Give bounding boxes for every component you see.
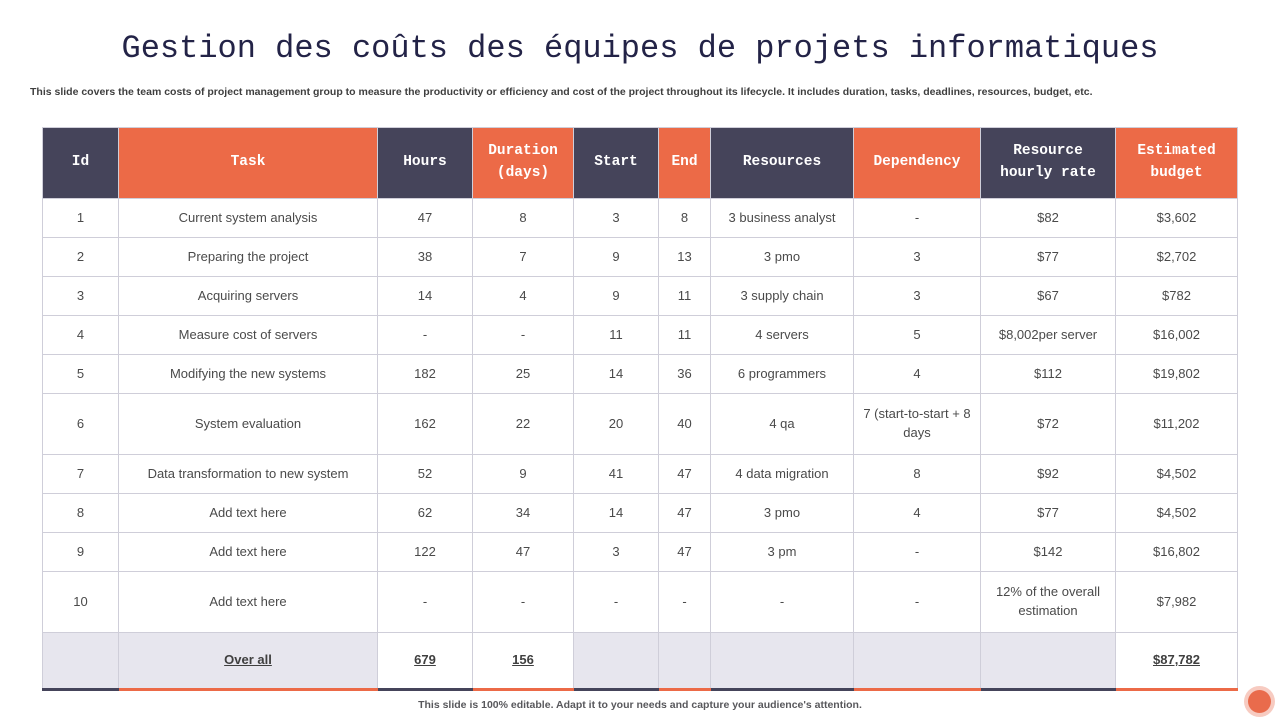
col-header-id: Id — [43, 128, 119, 199]
cell: 8 — [473, 199, 574, 238]
cell: 3 — [43, 277, 119, 316]
cell: 25 — [473, 355, 574, 394]
overall-row — [43, 633, 1238, 690]
cell: 7 — [43, 455, 119, 494]
cell: 47 — [659, 455, 711, 494]
cell: 36 — [659, 355, 711, 394]
cell: 3 — [854, 277, 981, 316]
overall-budget — [1116, 633, 1238, 690]
cell: $72 — [981, 394, 1116, 455]
cell: Measure cost of servers — [119, 316, 378, 355]
cell: Add text here — [119, 572, 378, 633]
col-header-duration: Duration (days) — [473, 128, 574, 199]
cell: 9 — [574, 238, 659, 277]
table-row — [43, 494, 1238, 533]
table-row — [43, 455, 1238, 494]
cell: - — [378, 316, 473, 355]
cell: 14 — [574, 355, 659, 394]
cell: - — [473, 316, 574, 355]
cell: 9 — [473, 455, 574, 494]
cell: 5 — [43, 355, 119, 394]
cell: - — [659, 572, 711, 633]
cell: 5 — [854, 316, 981, 355]
cell: 9 — [574, 277, 659, 316]
page-title: Gestion des coûts des équipes de projets informatiques — [121, 30, 1159, 67]
cell: 3 pmo — [711, 494, 854, 533]
cell: 182 — [378, 355, 473, 394]
cell: 3 — [574, 199, 659, 238]
cell: - — [854, 533, 981, 572]
overall-hours — [378, 633, 473, 690]
table-row — [43, 355, 1238, 394]
overall-duration — [473, 633, 574, 690]
footer-note: This slide is 100% editable. Adapt it to your needs and capture your audience's attention. — [418, 699, 862, 711]
cell: 4 — [854, 355, 981, 394]
cell: - — [378, 572, 473, 633]
cell: 38 — [378, 238, 473, 277]
cell: 10 — [43, 572, 119, 633]
cell: $16,802 — [1116, 533, 1238, 572]
cell: Preparing the project — [119, 238, 378, 277]
cell: 4 — [43, 316, 119, 355]
cell — [43, 633, 119, 690]
cell: System evaluation — [119, 394, 378, 455]
table-row — [43, 394, 1238, 455]
cell: 6 — [43, 394, 119, 455]
cell — [711, 633, 854, 690]
col-header-task: Task — [119, 128, 378, 199]
cell: Add text here — [119, 494, 378, 533]
cell: 40 — [659, 394, 711, 455]
cell — [854, 633, 981, 690]
cell: 14 — [574, 494, 659, 533]
cell: 4 — [473, 277, 574, 316]
cell — [981, 633, 1116, 690]
cell: $4,502 — [1116, 494, 1238, 533]
table-row — [43, 572, 1238, 633]
col-header-resources: Resources — [711, 128, 854, 199]
cell: 13 — [659, 238, 711, 277]
cell: 7 (start-to-start + 8 days — [854, 394, 981, 455]
cell: 22 — [473, 394, 574, 455]
cell: 2 — [43, 238, 119, 277]
cell — [659, 633, 711, 690]
cell: $92 — [981, 455, 1116, 494]
cell: $77 — [981, 238, 1116, 277]
cost-table — [42, 127, 1238, 691]
cell: $142 — [981, 533, 1116, 572]
cell: 8 — [43, 494, 119, 533]
cell: Data transformation to new system — [119, 455, 378, 494]
table-row — [43, 533, 1238, 572]
cell: 20 — [574, 394, 659, 455]
cell: $77 — [981, 494, 1116, 533]
cell: 12% of the overall estimation — [981, 572, 1116, 633]
cell: 11 — [574, 316, 659, 355]
table-row — [43, 316, 1238, 355]
overall-budget-value: $87,782 — [1153, 652, 1200, 668]
cell: - — [574, 572, 659, 633]
cell: 8 — [659, 199, 711, 238]
cell: 4 data migration — [711, 455, 854, 494]
cell: $82 — [981, 199, 1116, 238]
cell: - — [854, 572, 981, 633]
cell: 34 — [473, 494, 574, 533]
overall-duration-value: 156 — [512, 652, 534, 668]
cell: 3 supply chain — [711, 277, 854, 316]
cell: - — [473, 572, 574, 633]
cell: 122 — [378, 533, 473, 572]
cell: 62 — [378, 494, 473, 533]
cell — [574, 633, 659, 690]
cell: - — [711, 572, 854, 633]
cell: 3 business analyst — [711, 199, 854, 238]
cell: 4 servers — [711, 316, 854, 355]
cell: 52 — [378, 455, 473, 494]
cell: 47 — [659, 494, 711, 533]
cell: - — [854, 199, 981, 238]
cell: 7 — [473, 238, 574, 277]
cell: 9 — [43, 533, 119, 572]
cell: Acquiring servers — [119, 277, 378, 316]
overall-label-text: Over all — [224, 652, 272, 668]
cell: Add text here — [119, 533, 378, 572]
cell: 11 — [659, 316, 711, 355]
cell: 47 — [473, 533, 574, 572]
cell: 4 — [854, 494, 981, 533]
overall-label — [119, 633, 378, 690]
header-row — [43, 128, 1238, 199]
overall-hours-value: 679 — [414, 652, 436, 668]
cell: $11,202 — [1116, 394, 1238, 455]
cell: 11 — [659, 277, 711, 316]
cell: $2,702 — [1116, 238, 1238, 277]
cell: 6 programmers — [711, 355, 854, 394]
table-row — [43, 199, 1238, 238]
cell: Modifying the new systems — [119, 355, 378, 394]
cell: 4 qa — [711, 394, 854, 455]
col-header-end: End — [659, 128, 711, 199]
cell: 1 — [43, 199, 119, 238]
cell: $7,982 — [1116, 572, 1238, 633]
col-header-hours: Hours — [378, 128, 473, 199]
cell: 162 — [378, 394, 473, 455]
cell: 47 — [378, 199, 473, 238]
col-header-budget: Estimated budget — [1116, 128, 1238, 199]
cell: 8 — [854, 455, 981, 494]
cell: $3,602 — [1116, 199, 1238, 238]
cell: Current system analysis — [119, 199, 378, 238]
subtitle: This slide covers the team costs of project management group to measure the productivity or efficiency and cost of the project throughout its lifecycle. It includes duration, tasks, deadlines, resources, budget, etc. — [30, 86, 1093, 98]
cell: 14 — [378, 277, 473, 316]
col-header-dependency: Dependency — [854, 128, 981, 199]
cell: $782 — [1116, 277, 1238, 316]
col-header-rate: Resource hourly rate — [981, 128, 1116, 199]
table-row — [43, 238, 1238, 277]
cell: $19,802 — [1116, 355, 1238, 394]
cell: 47 — [659, 533, 711, 572]
cell: 3 — [574, 533, 659, 572]
cell: $8,002per server — [981, 316, 1116, 355]
table-row — [43, 277, 1238, 316]
cell: $67 — [981, 277, 1116, 316]
cell: 41 — [574, 455, 659, 494]
cell: $4,502 — [1116, 455, 1238, 494]
col-header-start: Start — [574, 128, 659, 199]
cell: $112 — [981, 355, 1116, 394]
cell: 3 — [854, 238, 981, 277]
cell: 3 pm — [711, 533, 854, 572]
cell: $16,002 — [1116, 316, 1238, 355]
accent-dot-icon — [1248, 690, 1271, 713]
cell: 3 pmo — [711, 238, 854, 277]
